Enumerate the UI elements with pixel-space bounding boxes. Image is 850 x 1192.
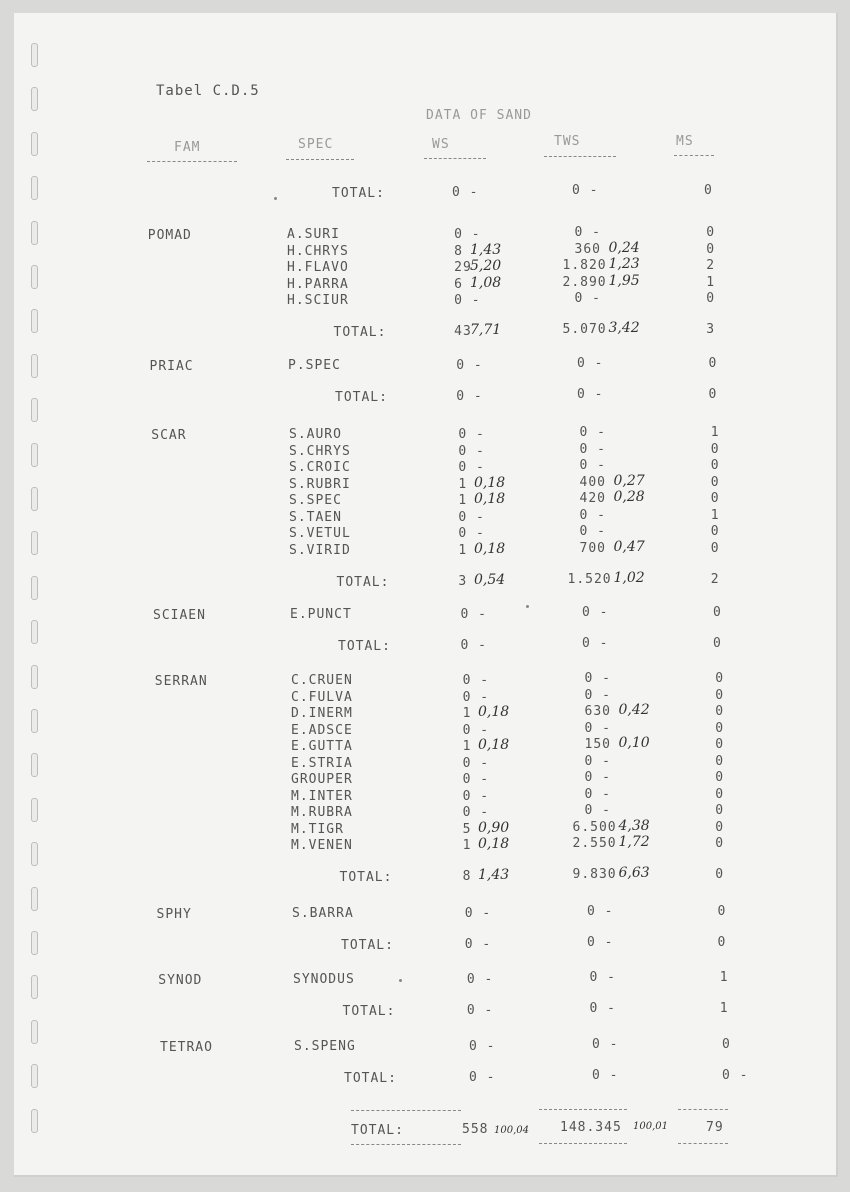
grand-total-rule [678, 1109, 728, 1110]
family-label: SERRAN [154, 674, 208, 689]
column-header-tws: TWS [554, 134, 581, 149]
binding-hole [31, 931, 38, 955]
block-total-ws-percent: 1,43 [478, 867, 510, 883]
block-total-ws: 8 [462, 869, 472, 884]
binding-hole [31, 620, 38, 644]
ms-cell: 0 [706, 225, 716, 240]
ws-cell: 0 - [460, 607, 487, 622]
tws-cell: 700 [579, 540, 606, 556]
species-cell: S.CHRYS [289, 443, 351, 459]
binding-hole [31, 709, 38, 733]
species-cell: S.VETUL [289, 526, 351, 541]
tws-cell: 2.550 [572, 836, 617, 851]
tws-cell: 150 [584, 737, 611, 752]
ws-percent-note: 1,43 [470, 241, 502, 258]
ms-cell: 2 [706, 258, 716, 273]
ws-cell: 8 [454, 243, 463, 259]
binding-hole [31, 576, 38, 600]
species-cell: SYNODUS [293, 972, 355, 987]
block-total-label: TOTAL: [344, 1071, 397, 1086]
tws-cell: 630 [584, 704, 611, 719]
ws-cell: 0 - [464, 906, 492, 921]
block-total-label: TOTAL: [341, 938, 394, 953]
ms-cell: 0 [710, 474, 720, 490]
tws-cell: 420 [579, 491, 606, 506]
ws-cell: 6 [454, 276, 463, 292]
binding-hole [31, 487, 38, 511]
block-total-ms: 0 [708, 387, 718, 402]
block-total-label: TOTAL: [332, 186, 385, 201]
species-cell: E.GUTTA [291, 739, 353, 754]
tws-cell: 6.500 [572, 819, 617, 835]
tws-cell: 2.890 [562, 274, 607, 290]
ws-cell: 0 - [469, 1039, 496, 1054]
binding-hole [31, 753, 38, 777]
grand-total-rule [539, 1143, 627, 1144]
ws-cell: 0 - [462, 722, 490, 738]
tws-cell: 0 - [584, 720, 611, 736]
block-total-label: TOTAL: [338, 639, 391, 654]
species-cell: S.RUBRI [289, 476, 351, 492]
tws-cell: 0 - [584, 786, 611, 802]
block-total-ws: 0 - [466, 1003, 494, 1018]
block-total-ws-percent: 0,54 [474, 571, 506, 588]
block-total-label: TOTAL: [333, 325, 387, 340]
tws-cell: 0 - [579, 524, 606, 539]
column-header-fam: FAM [174, 140, 201, 155]
binding-hole [31, 87, 38, 111]
tws-cell: 0 - [577, 356, 604, 371]
species-cell: GROUPER [291, 772, 353, 787]
block-total-tws: 1.520 [567, 571, 612, 587]
stray-mark [526, 605, 529, 608]
block-total-ms: 0 [717, 935, 727, 950]
species-cell: M.VENEN [291, 838, 353, 853]
ms-cell: 0 [713, 605, 722, 620]
binding-hole [31, 842, 38, 866]
species-cell: H.CHRYS [287, 243, 349, 259]
species-cell: S.AURO [289, 427, 342, 442]
ms-cell: 1 [719, 970, 729, 985]
block-total-ws: 0 - [464, 937, 492, 952]
tws-cell: 400 [579, 474, 606, 490]
binding-hole [31, 798, 38, 822]
species-cell: A.SURI [287, 227, 340, 242]
tws-percent-note: 0,42 [618, 702, 650, 718]
ms-cell: 0 [715, 803, 725, 818]
ms-cell: 0 [715, 720, 725, 736]
column-header-spec: SPEC [298, 137, 334, 152]
block-total-tws-percent: 6,63 [618, 865, 650, 881]
block-total-label: TOTAL: [335, 390, 388, 405]
ms-cell: 0 [715, 671, 725, 686]
binding-hole [31, 1064, 38, 1088]
ws-percent-note: 0,18 [474, 474, 506, 491]
ws-cell: 0 - [462, 755, 490, 771]
stray-mark [399, 979, 402, 982]
species-cell: H.SCIUR [287, 293, 349, 308]
tws-percent-note: 0,27 [613, 472, 645, 489]
ws-cell: 0 - [466, 972, 494, 987]
ws-cell: 1 [462, 838, 472, 853]
ws-cell: 1 [458, 493, 468, 508]
binding-hole [31, 176, 38, 200]
ws-percent-note: 5,20 [470, 258, 502, 274]
family-label: POMAD [147, 228, 192, 243]
block-total-ms: 0 [704, 183, 713, 198]
block-total-tws: 0 - [582, 636, 609, 651]
grand-total-rule [678, 1143, 728, 1144]
block-total-label: TOTAL: [336, 574, 390, 590]
species-cell: D.INERM [291, 706, 353, 721]
block-total-ws-percent: 7,71 [470, 322, 502, 338]
family-label: TETRAO [160, 1040, 213, 1055]
tws-percent-note: 0,47 [613, 538, 645, 555]
header-underline [424, 158, 486, 159]
block-total-ms: 0 [713, 636, 722, 651]
ms-cell: 0 [708, 356, 718, 371]
binding-hole [31, 354, 38, 378]
tws-cell: 360 [574, 241, 601, 257]
tws-cell: 0 - [584, 687, 611, 703]
species-cell: C.FULVA [291, 689, 353, 705]
ms-cell: 0 [710, 540, 720, 556]
tws-cell: 0 - [574, 225, 601, 240]
species-cell: P.SPEC [288, 358, 341, 373]
ms-cell: 0 [710, 441, 720, 457]
ws-percent-note: 0,90 [478, 819, 510, 836]
family-label: SCIAEN [153, 608, 206, 623]
ms-cell: 0 [715, 819, 725, 835]
tws-cell: 0 - [579, 425, 606, 440]
stray-mark [274, 197, 277, 200]
header-underline [147, 161, 237, 162]
block-total-ws: 0 - [456, 389, 483, 404]
header-underline [286, 159, 354, 160]
grand-total-ws: 558 [462, 1122, 489, 1137]
species-cell: H.PARRA [287, 276, 349, 292]
ms-cell: 1 [706, 274, 716, 290]
grand-total-rule [351, 1144, 461, 1145]
table-title: Tabel C.D.5 [156, 83, 260, 99]
tws-percent-note: 0,24 [608, 239, 640, 256]
tws-cell: 0 - [584, 671, 611, 686]
block-total-tws: 9.830 [572, 867, 617, 882]
binding-hole [31, 265, 38, 289]
block-total-tws: 0 - [587, 935, 614, 950]
species-cell: C.CRUEN [291, 673, 353, 688]
tws-percent-note: 1,95 [608, 272, 640, 289]
binding-hole [31, 1109, 38, 1133]
species-cell: S.BARRA [292, 906, 354, 921]
ws-cell: 1 [462, 706, 472, 721]
grand-total-ws-percent: 100,04 [494, 1125, 529, 1136]
header-underline [544, 156, 616, 157]
ms-cell: 0 [706, 291, 716, 306]
species-cell: M.TIGR [291, 821, 344, 837]
block-total-tws: 0 - [589, 1001, 616, 1016]
ws-cell: 0 - [454, 227, 481, 242]
block-total-tws: 0 - [572, 183, 599, 198]
ms-cell: 0 [710, 491, 720, 506]
ws-cell: 1 [458, 476, 468, 492]
species-cell: E.ADSCE [291, 722, 353, 738]
species-cell: M.INTER [291, 788, 353, 804]
ms-cell: 0 [715, 704, 725, 719]
block-total-ms: 3 [706, 322, 716, 337]
ws-percent-note: 0,18 [478, 737, 510, 753]
tws-cell: 0 - [584, 753, 611, 769]
ms-cell: 0 [717, 904, 727, 919]
block-total-label: TOTAL: [342, 1004, 396, 1019]
tws-percent-note: 1,72 [618, 834, 650, 850]
ms-cell: 0 [715, 836, 725, 851]
ws-cell: 0 - [458, 526, 485, 541]
family-label: PRIAC [149, 359, 194, 374]
tws-cell: 0 - [587, 904, 614, 919]
column-header-ws: WS [432, 137, 450, 152]
tws-cell: 0 - [579, 458, 606, 473]
ws-cell: 5 [462, 821, 472, 837]
ms-cell: 0 [715, 770, 725, 785]
grand-total-label: TOTAL: [351, 1123, 404, 1138]
ws-cell: 0 - [462, 772, 490, 787]
ws-cell: 29 [454, 260, 472, 275]
ws-percent-note: 0,18 [474, 491, 506, 507]
ms-cell: 0 [706, 241, 716, 257]
tws-cell: 0 - [592, 1037, 619, 1052]
ms-cell: 1 [710, 507, 720, 523]
family-label: SYNOD [158, 973, 203, 988]
ws-cell: 0 - [454, 293, 481, 308]
species-cell: H.FLAVO [287, 260, 349, 275]
binding-hole [31, 665, 38, 689]
ws-percent-note: 0,18 [478, 836, 510, 852]
species-cell: M.RUBRA [291, 805, 353, 820]
document-page [14, 13, 838, 1177]
tws-cell: 1.820 [562, 258, 607, 273]
block-total-label: TOTAL: [339, 870, 393, 885]
binding-hole [31, 132, 38, 156]
tws-percent-note: 0,28 [613, 489, 645, 505]
block-total-tws-percent: 3,42 [608, 320, 640, 336]
block-total-ws: 3 [458, 573, 468, 589]
tws-percent-note: 0,10 [618, 735, 650, 751]
species-cell: S.VIRID [289, 542, 351, 558]
block-total-ms: 0 [715, 867, 725, 882]
species-cell: S.SPENG [294, 1039, 356, 1054]
ms-cell: 0 [715, 737, 725, 752]
block-total-ms: 2 [710, 571, 720, 587]
ws-cell: 0 - [458, 443, 485, 459]
tws-cell: 0 - [582, 605, 609, 620]
ms-cell: 0 [715, 687, 725, 703]
grand-total-rule [539, 1109, 627, 1110]
grand-total-tws-percent: 100,01 [633, 1121, 668, 1132]
tws-percent-note: 1,23 [608, 256, 640, 272]
grand-total-tws: 148.345 [560, 1120, 622, 1135]
species-cell: S.CROIC [289, 460, 351, 475]
binding-hole [31, 975, 38, 999]
header-underline [674, 155, 714, 156]
ws-cell: 0 - [462, 788, 490, 804]
table-subtitle: DATA OF SAND [426, 108, 532, 123]
binding-hole [31, 1020, 38, 1044]
ms-cell: 0 [710, 458, 720, 473]
column-header-ms: MS [676, 134, 694, 149]
tws-cell: 0 - [584, 770, 611, 785]
binding-hole [31, 43, 38, 67]
ws-percent-note: 0,18 [474, 540, 506, 557]
binding-hole [31, 887, 38, 911]
binding-hole [31, 531, 38, 555]
tws-cell: 0 - [574, 291, 601, 306]
block-total-tws-percent: 1,02 [613, 569, 645, 586]
grand-total-ms: 79 [706, 1120, 724, 1135]
species-cell: E.STRIA [291, 755, 353, 771]
grand-total-rule [351, 1110, 461, 1111]
block-total-tws: 0 - [592, 1068, 619, 1083]
species-cell: E.PUNCT [290, 607, 352, 622]
family-label: SCAR [151, 428, 187, 443]
species-cell: S.SPEC [289, 493, 342, 508]
block-total-ws: 0 - [460, 638, 487, 653]
tws-cell: 0 - [589, 970, 616, 985]
ms-cell: 1 [710, 425, 720, 440]
tws-cell: 0 - [584, 803, 611, 818]
ms-cell: 0 [722, 1037, 731, 1052]
binding-hole [31, 221, 38, 245]
block-total-ms: 1 [719, 1001, 729, 1016]
block-total-tws: 5.070 [562, 322, 607, 337]
tws-cell: 0 - [579, 507, 606, 523]
block-total-ws: 43 [454, 324, 472, 339]
ws-percent-note: 0,18 [478, 704, 510, 720]
ws-cell: 1 [462, 739, 472, 754]
family-label: SPHY [156, 907, 192, 922]
ms-cell: 0 [715, 786, 725, 802]
species-cell: S.TAEN [289, 509, 342, 525]
ws-cell: 0 - [462, 689, 490, 705]
binding-hole [31, 309, 38, 333]
block-total-tws: 0 - [577, 387, 604, 402]
ws-cell: 0 - [458, 460, 485, 475]
block-total-ws: 0 - [469, 1070, 496, 1085]
ws-cell: 0 - [458, 509, 485, 525]
ws-cell: 0 - [462, 673, 490, 688]
ms-cell: 0 [715, 753, 725, 769]
tws-cell: 0 - [579, 441, 606, 457]
ws-cell: 1 [458, 542, 468, 558]
binding-hole [31, 443, 38, 467]
binding-hole [31, 398, 38, 422]
block-total-ms: 0 - [722, 1068, 749, 1083]
ws-cell: 0 - [462, 805, 490, 820]
ws-cell: 0 - [456, 358, 483, 373]
ws-percent-note: 1,08 [470, 274, 502, 291]
block-total-ws: 0 - [452, 185, 479, 200]
tws-percent-note: 4,38 [618, 817, 650, 834]
ws-cell: 0 - [458, 427, 485, 442]
ms-cell: 0 [710, 524, 720, 539]
